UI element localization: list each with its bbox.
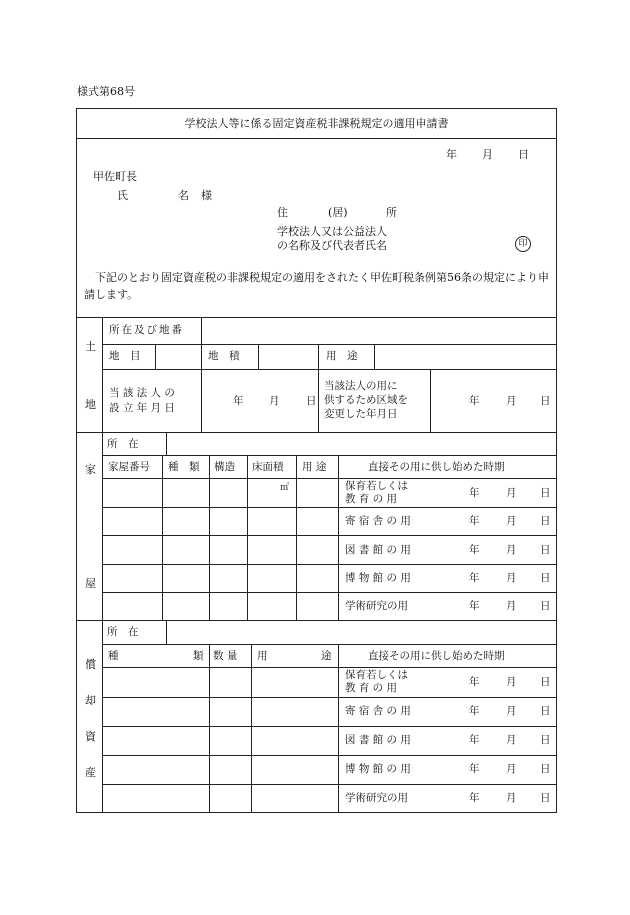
- house-date-day-4: 日: [540, 572, 551, 584]
- house-header-start-date: 直接その用に供し始めた時期: [368, 461, 505, 473]
- house-col-2: [209, 455, 210, 620]
- house-date-day-3: 日: [540, 544, 551, 556]
- intro-text: 下記のとおり固定資産税の非課税規定の適用をされたく甲佐町税条例第56条の規定により申請します。: [84, 271, 549, 301]
- house-date-month-3: 月: [506, 544, 517, 556]
- house-location-label: 所 在: [107, 438, 139, 450]
- depreciable-date-month-1: 月: [506, 676, 517, 688]
- land-divider-d: [318, 344, 319, 369]
- house-date-year-1: 年: [469, 487, 480, 499]
- house-date-month-5: 月: [506, 600, 517, 612]
- land-location-label: 所在及び地番: [109, 324, 184, 336]
- addressee-sama: 様: [201, 189, 212, 202]
- date-year: 年: [446, 148, 457, 161]
- depreciable-date-month-2: 月: [506, 705, 517, 717]
- depreciable-col-3: [338, 644, 339, 813]
- form-title: 学校法人等に係る固定資産税非課税規定の適用申請書: [184, 117, 449, 130]
- house-date-month-4: 月: [506, 572, 517, 584]
- depreciable-side-3: 資: [85, 730, 96, 743]
- addressee-name-1: 氏: [117, 189, 128, 202]
- house-use-5: 学術研究の用: [345, 600, 408, 612]
- depreciable-date-day-3: 日: [540, 734, 551, 746]
- house-date-year-3: 年: [469, 544, 480, 556]
- house-header-floor-area: 床面積: [252, 461, 284, 473]
- house-date-day-2: 日: [540, 515, 551, 527]
- applicant-name-line2: の名称及び代表者氏名: [277, 239, 387, 252]
- land-divider-f: [201, 369, 202, 432]
- house-col-1: [162, 455, 163, 620]
- house-use-3: 図 書 館 の 用: [345, 544, 411, 556]
- depreciable-use-5: 学術研究の用: [345, 792, 408, 804]
- land-use-value[interactable]: [375, 345, 556, 369]
- house-use-1-line1: 保育若しくは: [345, 480, 408, 492]
- depreciable-row-line-1: [102, 697, 557, 698]
- land-divider-g: [318, 369, 319, 432]
- house-side-1: 家: [85, 463, 96, 476]
- house-use-2: 寄 宿 舎 の 用: [345, 515, 411, 527]
- house-header-kind: 種 類: [168, 461, 200, 473]
- depreciable-use-1-line2: 教 育 の 用: [345, 682, 398, 694]
- house-header-bottom: [102, 478, 557, 479]
- house-row-line-3: [102, 564, 557, 565]
- house-date-year-2: 年: [469, 515, 480, 527]
- house-row-line-4: [102, 592, 557, 593]
- house-use-4: 博 物 館 の 用: [345, 572, 411, 584]
- land-changed-label-1: 当該法人の用に: [324, 380, 398, 392]
- house-date-day-5: 日: [540, 600, 551, 612]
- depreciable-side-4: 産: [85, 766, 96, 779]
- depreciable-date-day-5: 日: [540, 792, 551, 804]
- applicant-address-3: 所: [386, 206, 397, 219]
- depreciable-use-2: 寄 宿 舎 の 用: [345, 705, 411, 717]
- land-changed-label-2: 供するため区域を: [324, 394, 408, 406]
- house-use-1-line2: 教 育 の 用: [345, 493, 398, 505]
- house-header-top: [102, 455, 557, 456]
- land-area-value[interactable]: [259, 345, 318, 369]
- land-chimoku-value[interactable]: [156, 345, 201, 369]
- land-established-day: 日: [306, 395, 317, 407]
- depreciable-use-3: 図 書 館 の 用: [345, 734, 411, 746]
- depreciable-date-year-1: 年: [469, 676, 480, 688]
- house-header-number: 家屋番号: [108, 461, 150, 473]
- depreciable-col-2: [251, 644, 252, 813]
- house-header-structure: 構造: [214, 461, 235, 473]
- land-established-year: 年: [233, 395, 244, 407]
- land-established-label-1: 当 該 法 人 の: [109, 387, 175, 399]
- depreciable-col-1: [209, 644, 210, 813]
- house-date-year-5: 年: [469, 600, 480, 612]
- depreciable-row-line-2: [102, 726, 557, 727]
- depreciable-date-day-2: 日: [540, 705, 551, 717]
- land-divider-h: [430, 369, 431, 432]
- land-location-value[interactable]: [202, 318, 556, 344]
- applicant-address-1: 住: [277, 206, 288, 219]
- addressee-name-2: 名: [178, 189, 189, 202]
- land-side-1: 土: [85, 340, 96, 353]
- depreciable-date-year-5: 年: [469, 792, 480, 804]
- house-date-year-4: 年: [469, 572, 480, 584]
- depreciable-use-4: 博 物 館 の 用: [345, 763, 411, 775]
- depreciable-date-month-3: 月: [506, 734, 517, 746]
- depreciable-date-year-2: 年: [469, 705, 480, 717]
- house-area-unit: ㎡: [280, 483, 290, 493]
- house-date-day-1: 日: [540, 487, 551, 499]
- depreciable-header-kind-2: 類: [193, 650, 204, 662]
- house-row-line-1: [102, 507, 557, 508]
- depreciable-side-1: 償: [85, 658, 96, 671]
- land-divider-b: [201, 344, 202, 369]
- land-changed-label-3: 変更した年月日: [324, 408, 398, 420]
- depreciable-date-year-4: 年: [469, 763, 480, 775]
- house-side-2: 屋: [85, 577, 96, 590]
- depreciable-header-kind-1: 種: [108, 650, 119, 662]
- house-row-line-2: [102, 535, 557, 536]
- land-use-label: 用 途: [326, 350, 358, 362]
- seal-mark: 印: [515, 236, 531, 252]
- depreciable-header-use-1: 用: [257, 650, 268, 662]
- land-changed-day: 日: [540, 395, 551, 407]
- applicant-address-2: (居): [328, 206, 348, 219]
- depreciable-header-quantity: 数 量: [213, 650, 238, 662]
- depreciable-header-use-2: 途: [321, 650, 332, 662]
- land-established-month: 月: [269, 395, 280, 407]
- land-area-label: 地 積: [208, 350, 240, 362]
- depreciable-header-bottom: [102, 667, 557, 668]
- depreciable-row-line-4: [102, 784, 557, 785]
- land-row-divider-2: [102, 369, 557, 370]
- side-column-line: [102, 317, 103, 813]
- date-day: 日: [518, 148, 529, 161]
- title-divider: [76, 138, 557, 139]
- depreciable-date-month-5: 月: [506, 792, 517, 804]
- depreciable-date-year-3: 年: [469, 734, 480, 746]
- land-side-2: 地: [85, 398, 96, 411]
- depreciable-date-day-4: 日: [540, 763, 551, 775]
- house-header-use: 用 途: [302, 461, 327, 473]
- house-date-month-1: 月: [506, 487, 517, 499]
- depreciable-date-month-4: 月: [506, 763, 517, 775]
- date-month: 月: [482, 148, 493, 161]
- depreciable-header-start-date: 直接その用に供し始めた時期: [368, 650, 505, 662]
- depreciable-header-top: [102, 644, 557, 645]
- form-number: 様式第68号: [77, 85, 135, 98]
- depreciable-location-value[interactable]: [167, 621, 556, 644]
- depreciable-use-1-line1: 保育若しくは: [345, 669, 408, 681]
- house-col-4: [296, 455, 297, 620]
- house-col-3: [247, 455, 248, 620]
- house-col-5: [338, 455, 339, 620]
- addressee-mayor: 甲佐町長: [93, 170, 137, 183]
- depreciable-side-2: 却: [85, 694, 96, 707]
- depreciable-location-label: 所 在: [107, 626, 139, 638]
- land-changed-year: 年: [469, 395, 480, 407]
- house-date-month-2: 月: [506, 515, 517, 527]
- depreciable-row-line-3: [102, 755, 557, 756]
- land-chimoku-label: 地 目: [109, 350, 141, 362]
- land-changed-month: 月: [506, 395, 517, 407]
- land-established-label-2: 設 立 年 月 日: [109, 402, 175, 414]
- depreciable-date-day-1: 日: [540, 676, 551, 688]
- applicant-name-line1: 学校法人又は公益法人: [277, 225, 387, 238]
- house-location-value[interactable]: [167, 433, 556, 455]
